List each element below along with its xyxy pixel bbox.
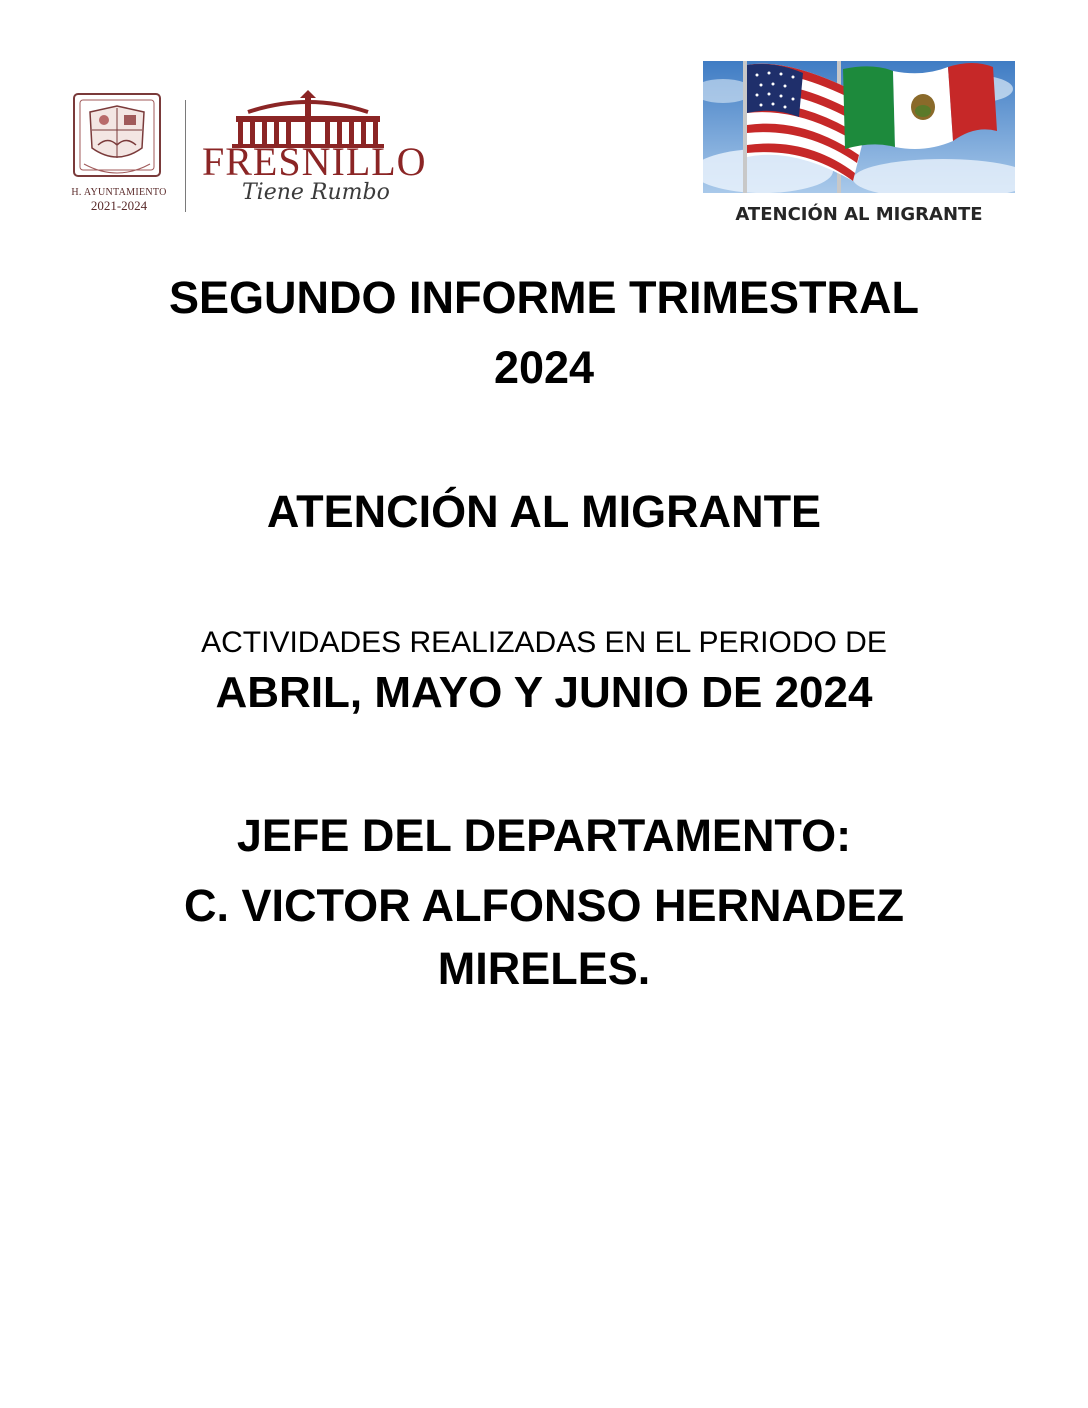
migrant-attention-logo [703, 61, 1015, 231]
municipal-seal-icon [68, 90, 168, 215]
flags-photo [703, 61, 1015, 193]
seal-caption-council: H. AYUNTAMIENTO [71, 187, 167, 198]
report-period: ABRIL, MAYO Y JUNIO DE 2024 [215, 668, 873, 717]
period-intro: ACTIVIDADES REALIZADAS EN EL PERIODO DE [201, 626, 887, 659]
logo-divider [185, 100, 186, 212]
head-label: JEFE DEL DEPARTAMENTO: [236, 810, 852, 861]
brand-tagline: Tiene Rumbo [242, 180, 390, 205]
seal-caption-term: 2021-2024 [90, 198, 148, 213]
head-name-line2: MIRELES. [437, 943, 651, 994]
head-name-line1: C. VICTOR ALFONSO HERNADEZ [183, 880, 905, 931]
municipal-logo [68, 90, 438, 215]
flags-caption: ATENCIÓN AL MIGRANTE [735, 204, 983, 225]
report-year: 2024 [493, 342, 595, 393]
report-title: SEGUNDO INFORME TRIMESTRAL [169, 272, 919, 323]
brand-name: FRESNILLO [202, 139, 427, 184]
department-name: ATENCIÓN AL MIGRANTE [266, 486, 822, 537]
